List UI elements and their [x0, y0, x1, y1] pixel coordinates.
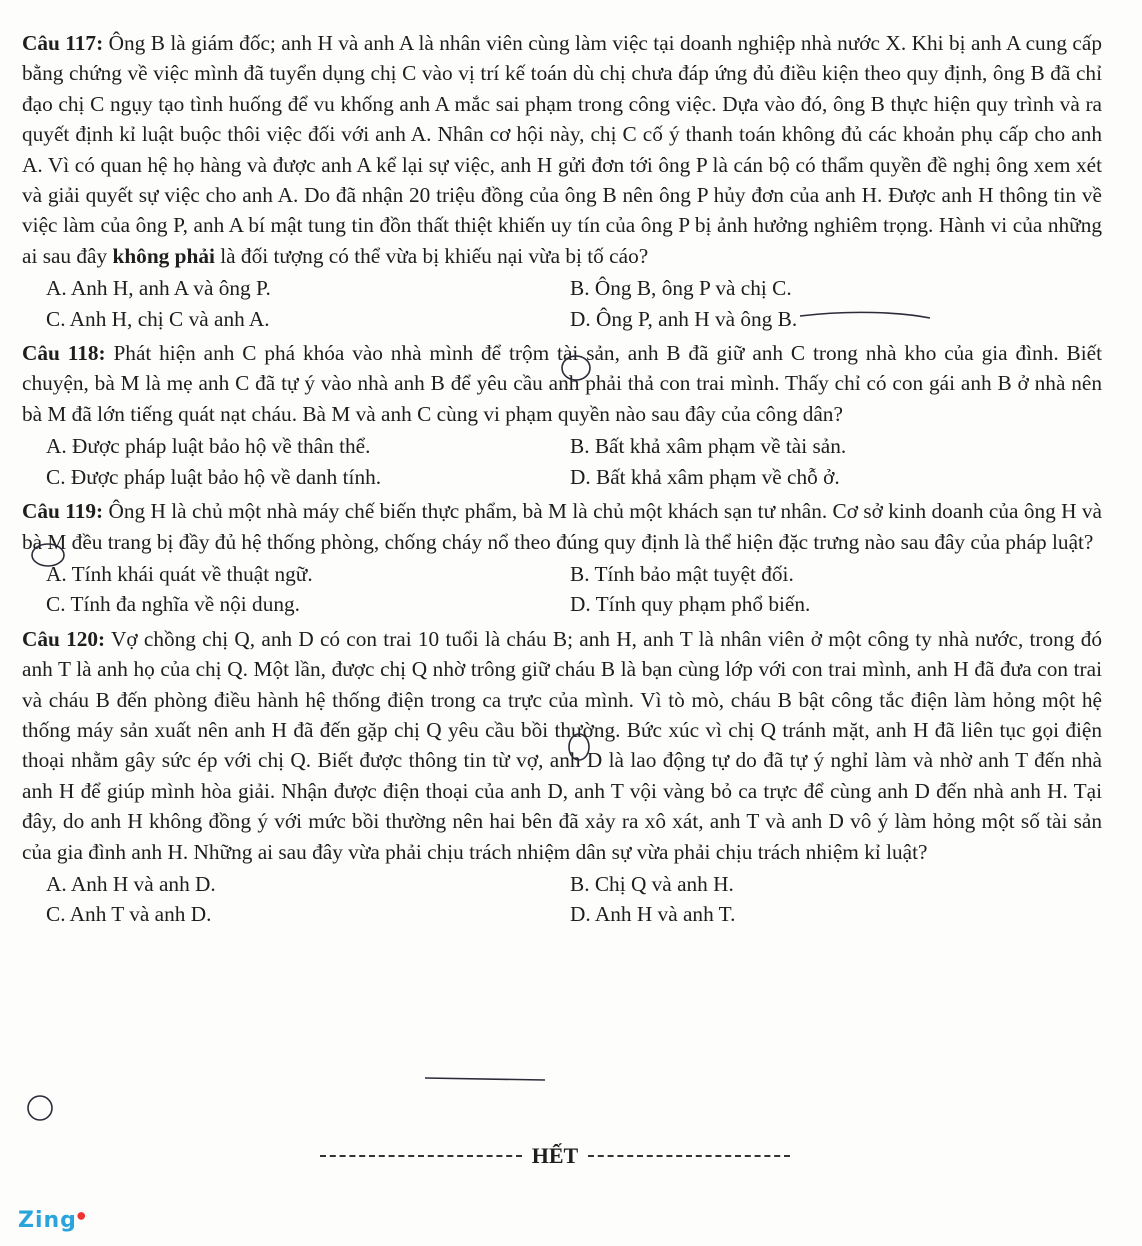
question-label: Câu 120: — [22, 626, 106, 651]
option-d[interactable]: D. Bất khả xâm phạm về chỗ ở. — [570, 464, 840, 489]
underline-mark — [425, 1078, 545, 1080]
option-c[interactable]: C. Tính đa nghĩa về nội dung. — [46, 592, 300, 617]
options-117 — [22, 273, 1102, 334]
options-119 — [22, 559, 1102, 620]
option-a[interactable]: A. Anh H, anh A và ông P. — [46, 276, 271, 301]
question-118-text: Câu 118: Phát hiện anh C phá khóa vào nhà mình để trộm tài sản, anh B đã giữ anh C trong nhà kho của gia đình. Biết chuyện, bà M là mẹ anh C đã tự ý vào nhà anh B để yêu cầu anh phải thả con trai mình. Thấy chỉ có con gái anh B ở nhà nên bà M đã lớn tiếng quát nạt cháu. Bà M và anh C cùng vi phạm quyền nào sau đây của công dân? — [22, 341, 1102, 426]
option-d[interactable]: D. Tính quy phạm phổ biến. — [570, 592, 811, 617]
question-120-text: Câu 120: Vợ chồng chị Q, anh D có con trai 10 tuổi là cháu B; anh H, anh T là nhân viên ở một công ty nhà nước, trong đó anh T là anh họ của chị Q. Một lần, được chị Q nhờ trông giữ cháu B là bạn cùng lớp với con trai mình, anh H đã đưa con trai và cháu B đến phòng điều hành hệ thống điện trong ca trực của mình. Vì tò mò, cháu B bật công tắc điện làm hỏng một hệ thống máy sản xuất nên anh H đã đến gặp chị Q yêu cầu bồi thường. Bức xúc vì chị Q tránh mặt, anh H đã liên tục gọi điện thoại nhằm gây sức ép với chị Q. Biết được thông tin từ vợ, anh D là lao động tự do đã tự ý nghỉ làm và nhờ anh T đến nhà anh H để giúp mình hòa giải. Nhận được điện thoại của anh D, anh T vội vàng bỏ ca trực để cùng anh D đến nhà anh H. Tại đây, do anh H không đồng ý với mức bồi thường nên hai bên đã xảy ra xô xát, anh T và anh D vô ý làm hỏng một số tài sản của gia đình anh H. Những ai sau đây vừa phải chịu trách nhiệm dân sự vừa phải chịu trách nhiệm kỉ luật? — [22, 626, 1103, 864]
option-b[interactable]: B. Bất khả xâm phạm về tài sản. — [570, 434, 847, 459]
zing-logo: Zing● — [18, 1208, 87, 1233]
option-a[interactable]: A. Anh H và anh D. — [46, 871, 216, 896]
divider — [588, 1155, 790, 1157]
question-117-text: Câu 117: Ông B là giám đốc; anh H và anh A là nhân viên cùng làm việc tại doanh nghiệp nhà nước X. Khi bị anh A cung cấp bằng chứng về việc mình đã tuyển dụng chị C vào vị trí kế toán dù chị chưa đáp ứng đủ điều kiện theo quy định, ông B đã chỉ đạo chị C ngụy tạo tình huống để vu khống anh A mắc sai phạm trong công việc. Dựa vào đó, ông B thực hiện quy trình và ra quyết định kỉ luật buộc thôi việc đối với anh A. Nhân cơ hội này, chị C cố ý thanh toán không đủ các khoản phụ cấp cho anh A. Vì có quan hệ họ hàng và được anh A kể lại sự việc, anh H gửi đơn tới ông P là cán bộ có thẩm quyền đề nghị ông xem xét và giải quyết sự việc cho anh A. Do đã nhận 20 triệu đồng của ông B nên ông P hủy đơn của anh H. Được anh H thông tin về việc làm của ông P, anh A bí mật tung tin đồn thất thiệt khiến uy tín của ông P bị ảnh hưởng nghiêm trọng. Hành vi của những ai sau đây không phải là đối tượng có thể vừa bị khiếu nại vừa bị tố cáo? — [22, 31, 1102, 268]
option-b[interactable]: B. Ông B, ông P và chị C. — [570, 276, 792, 301]
options-118 — [22, 431, 1102, 492]
question-117 — [22, 28, 1102, 334]
question-label: Câu 117: — [22, 31, 104, 55]
divider — [320, 1155, 522, 1157]
question-120 — [22, 624, 1102, 930]
question-119-text: Câu 119: Ông H là chủ một nhà máy chế biến thực phẩm, bà M là chủ một khách sạn tư nhân. Cơ sở kinh doanh của ông H và bà M đều trang bị đầy đủ hệ thống phòng, chống cháy nổ theo đúng quy định là thể hiện đặc trưng nào sau đây của pháp luật? — [22, 499, 1102, 554]
end-marker — [310, 1143, 800, 1169]
question-label: Câu 118: — [22, 341, 106, 366]
options-120 — [22, 869, 1102, 930]
option-c[interactable]: C. Anh T và anh D. — [46, 902, 212, 927]
option-b[interactable]: B. Chị Q và anh H. — [570, 871, 734, 896]
emphasis-text: không phải — [112, 243, 215, 268]
exam-page — [22, 28, 1102, 934]
question-label: Câu 119: — [22, 499, 104, 524]
option-b[interactable]: B. Tính bảo mật tuyệt đối. — [570, 561, 794, 586]
option-d[interactable]: D. Ông P, anh H và ông B. — [570, 306, 798, 331]
end-text: HẾT — [531, 1143, 579, 1168]
option-a[interactable]: A. Tính khái quát về thuật ngữ. — [46, 561, 313, 586]
option-c[interactable]: C. Được pháp luật bảo hộ về danh tính. — [46, 464, 382, 489]
question-118 — [22, 338, 1102, 492]
question-119 — [22, 496, 1102, 620]
option-c[interactable]: C. Anh H, chị C và anh A. — [46, 306, 270, 331]
option-d[interactable]: D. Anh H và anh T. — [570, 902, 736, 927]
answer-circle — [28, 1096, 52, 1120]
option-a[interactable]: A. Được pháp luật bảo hộ về thân thể. — [46, 434, 371, 459]
